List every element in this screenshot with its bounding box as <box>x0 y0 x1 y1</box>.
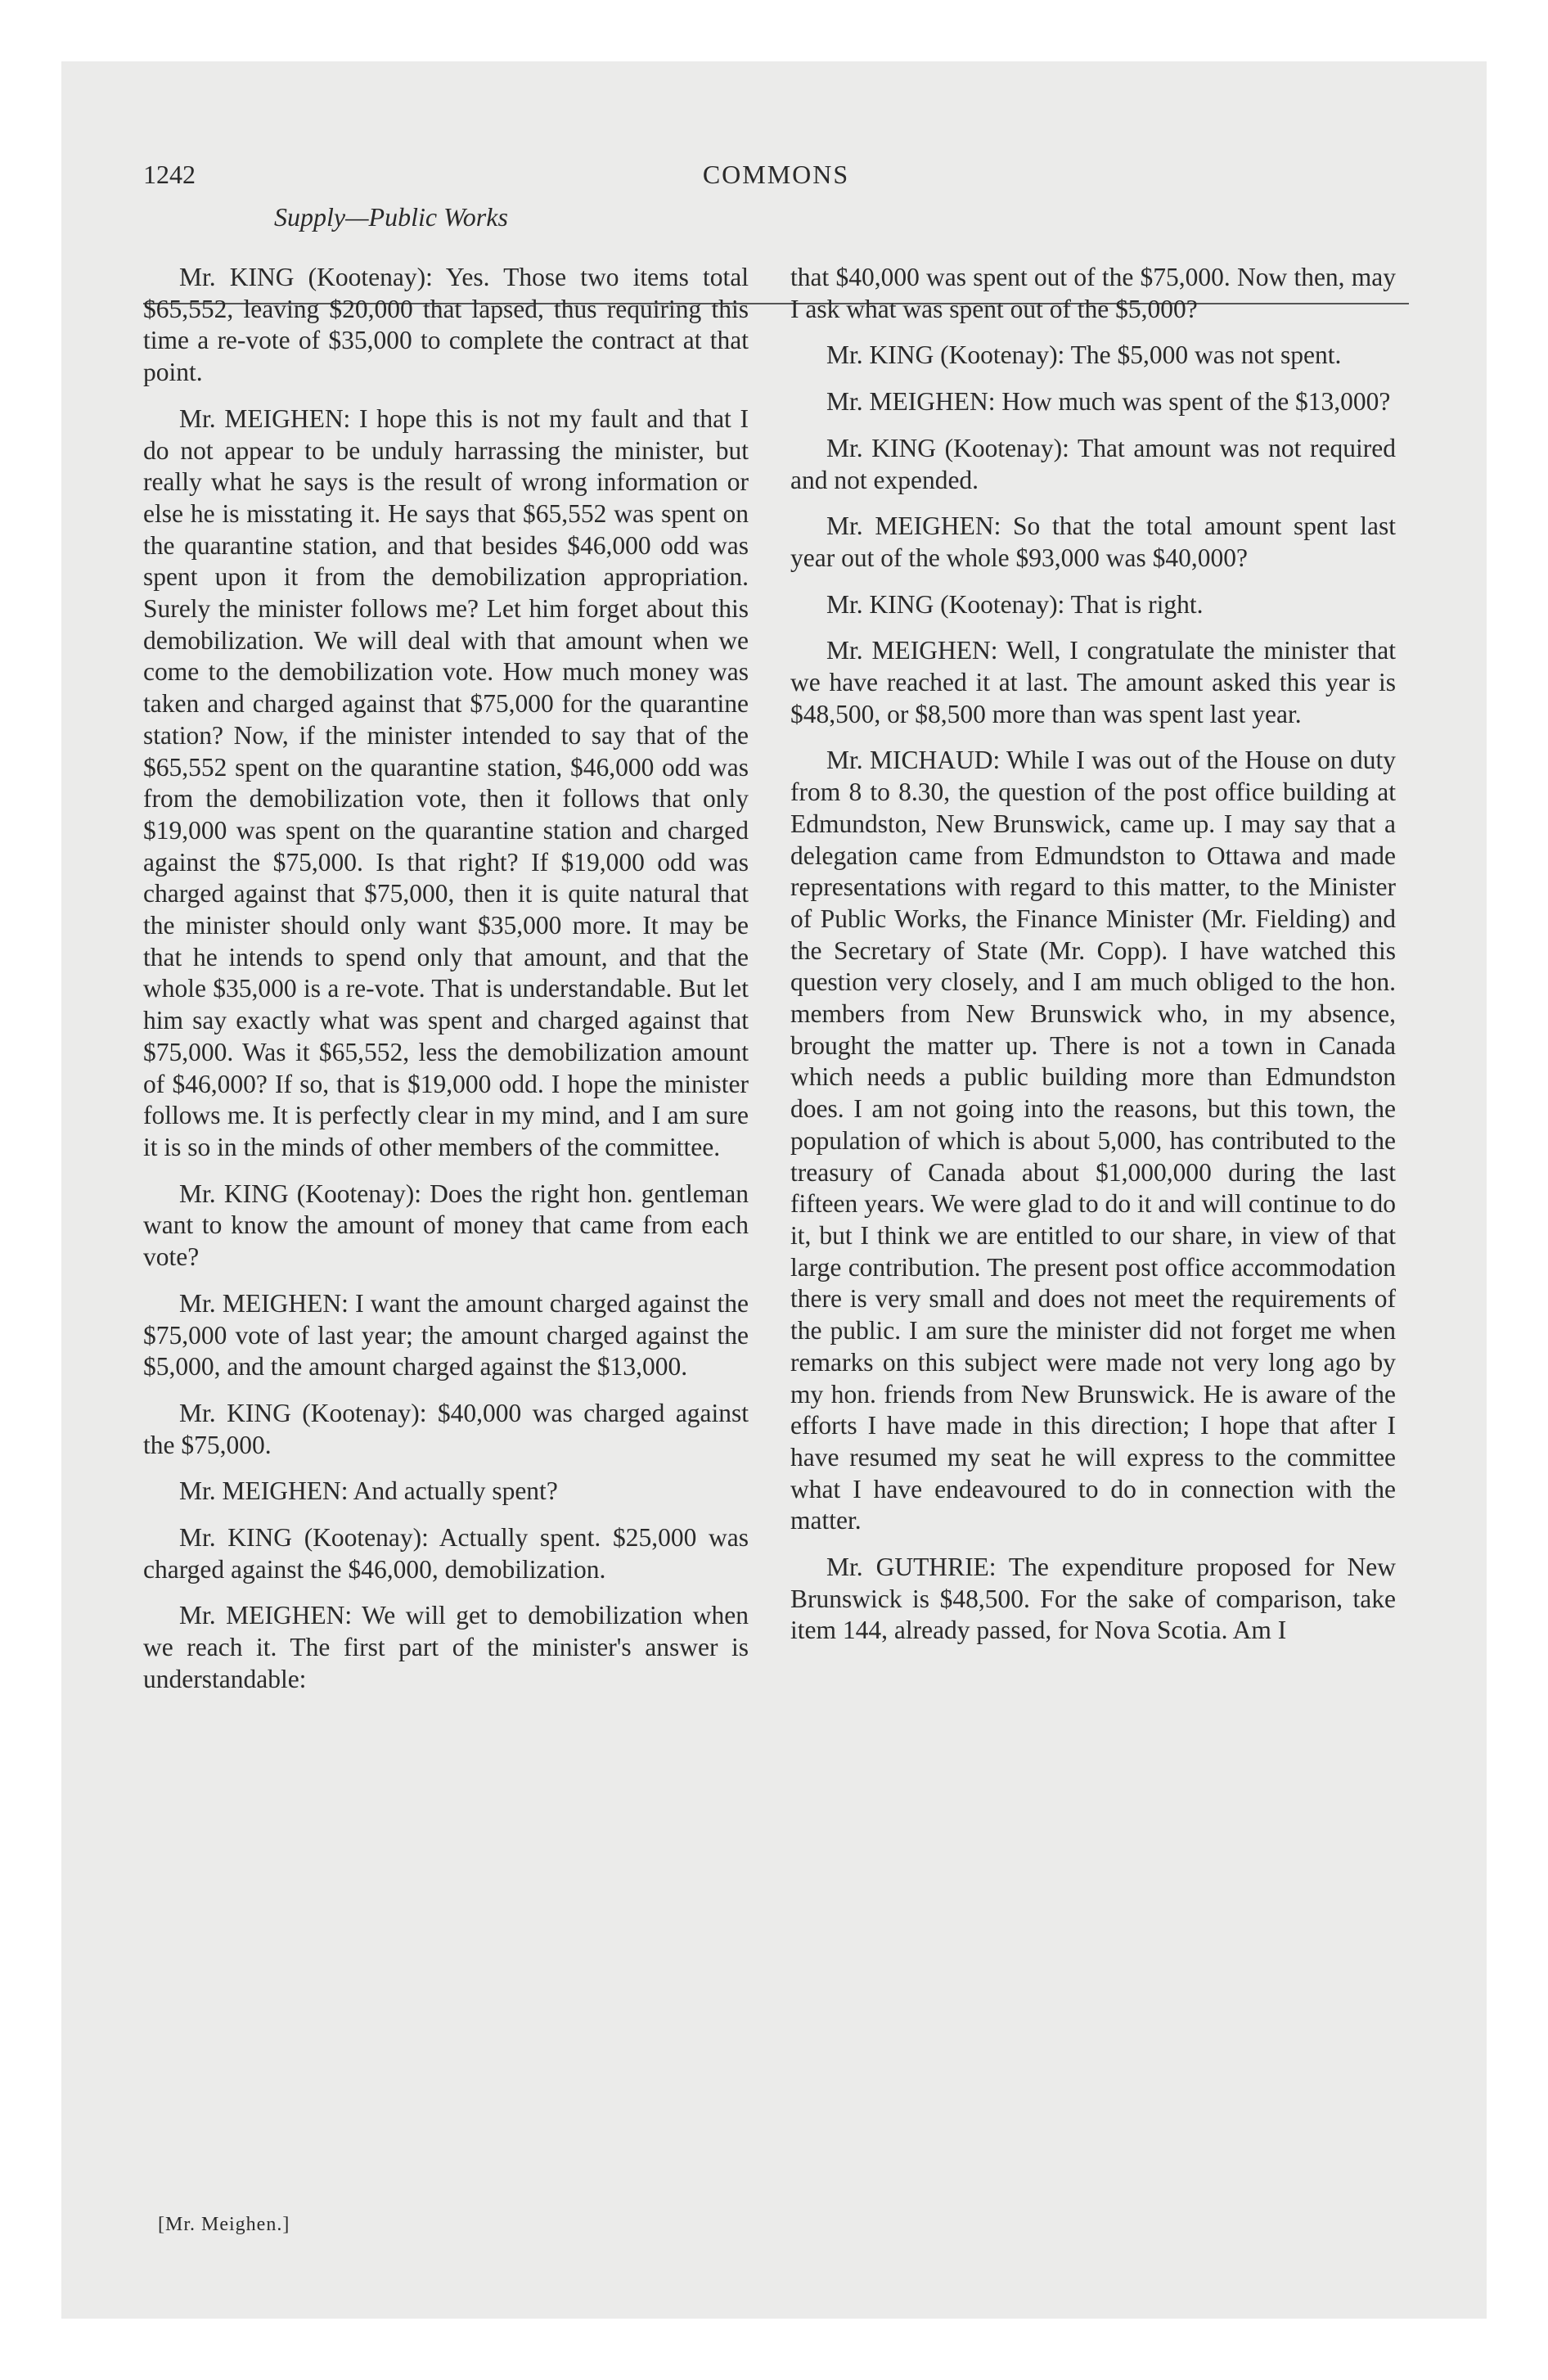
paragraph: Mr. GUTHRIE: The expenditure proposed for New Brunswick is $48,500. For the sake of comparison, take item 144, already passed, for Nova Scotia. Am I <box>790 1553 1396 1645</box>
paragraph: Mr. KING (Kootenay): Yes. Those two items total $65,552, leaving $20,000 that lapsed, thus requiring this time a re-vote of $35,000 to complete the contract at that point. <box>143 263 749 387</box>
paragraph: Mr. MEIGHEN: Well, I congratulate the minister that we have reached it at last. The amount asked this year is $48,500, or $8,500 more than was spent last year. <box>790 636 1396 728</box>
paragraph: Mr. KING (Kootenay): The $5,000 was not spent. <box>826 340 1342 370</box>
paragraph: Mr. KING (Kootenay): $40,000 was charged against the $75,000. <box>143 1398 749 1459</box>
paragraph: Mr. MEIGHEN: So that the total amount spent last year out of the whole $93,000 was $40,000? <box>790 512 1396 572</box>
paragraph: Mr. MEIGHEN: And actually spent? <box>179 1476 558 1506</box>
speaker-footnote: [Mr. Meighen.] <box>158 2214 290 2235</box>
paragraph: Mr. MEIGHEN: I hope this is not my fault and that I do not appear to be unduly harrassing the minister, but really what he says is the result of wrong information or else he is misstating it. He says that $65,552 was spent on the quarantine station, and that besides $46,000 odd was spent upon it from the demobilization appropriation. Surely the minister follows me? Let him forget about this demobilization. We will deal with that amount when we come to the demobilization vote. How much money was taken and charged against that $75,000 for the quarantine station? Now, if the minister intended to say that of the $65,552 spent on the quarantine station, $46,000 odd was from the demobilization vote, then it follows that only $19,000 was spent on the quarantine station and charged against the $75,000. Is that right? If $19,000 odd was charged against that $75,000, then it is quite natural that the minister should only want $35,000 more. It may be that he intends to spend only that amount, and that the whole $35,000 is a re-vote. That is understandable. But let him say exactly what was spent and charged against that $75,000. Was it $65,552, less the demobilization amount of $46,000? If so, that is $19,000 odd. I hope the minister follows me. It is perfectly clear in my mind, and I am sure it is so in the minds of other members of the committee. <box>143 403 749 1161</box>
publication-title: COMMONS <box>702 160 850 189</box>
paragraph-continuation: that $40,000 was spent out of the $75,000. Now then, may I ask what was spent out of the $5,000? <box>790 263 1396 323</box>
page <box>61 61 1487 2319</box>
paragraph: Mr. MEIGHEN: I want the amount charged against the $75,000 vote of last year; the amount charged against the $5,000, and the amount charged against the $13,000. <box>143 1288 749 1382</box>
paragraph: Mr. MICHAUD: While I was out of the House on duty from 8 to 8.30, the question of the post office building at Edmundston, New Brunswick, came up. I may say that a delegation came from Edmundston to Ottawa and made representations with regard to this matter, to the Minister of Public Works, the Finance Minister (Mr. Fielding) and the Secretary of State (Mr. Copp). I have watched this question very closely, and I am much obliged to the hon. members from New Brunswick who, in my absence, brought the matter up. There is not a town in Canada which needs a public building more than Edmundston does. I am not going into the reasons, but this town, the population of which is about 5,000, has contributed to the treasury of Canada about $1,000,000 during the last fifteen years. We were glad to do it and will continue to do it, but I think we are entitled to our share, in view of that large contribution. The present post office accommodation there is very small and does not meet the requirements of the public. I am sure the minister did not forget me when remarks on this subject were made not very long ago by my hon. friends from New Brunswick. He is aware of the efforts I have made in this direction; I hope that after I have resumed my seat he will express to the committee what I have endeavoured to do in connection with the matter. <box>790 746 1396 1535</box>
paragraph: Mr. KING (Kootenay): Actually spent. $25,000 was charged against the $46,000, demobilization. <box>143 1523 749 1584</box>
left-column <box>143 262 749 1711</box>
paragraph: Mr. MEIGHEN: We will get to demobilization when we reach it. The first part of the minister's answer is understandable: <box>143 1601 749 1693</box>
paragraph: Mr. KING (Kootenay): That is right. <box>826 589 1204 619</box>
paragraph: Mr. MEIGHEN: How much was spent of the $13,000? <box>826 387 1391 417</box>
section-title: Supply—Public Works <box>274 202 508 232</box>
page-number: 1242 <box>143 160 196 189</box>
paragraph: Mr. KING (Kootenay): Does the right hon. gentleman want to know the amount of money that came from each vote? <box>143 1179 749 1272</box>
right-column <box>790 262 1396 1661</box>
paragraph: Mr. KING (Kootenay): That amount was not required and not expended. <box>790 433 1396 494</box>
